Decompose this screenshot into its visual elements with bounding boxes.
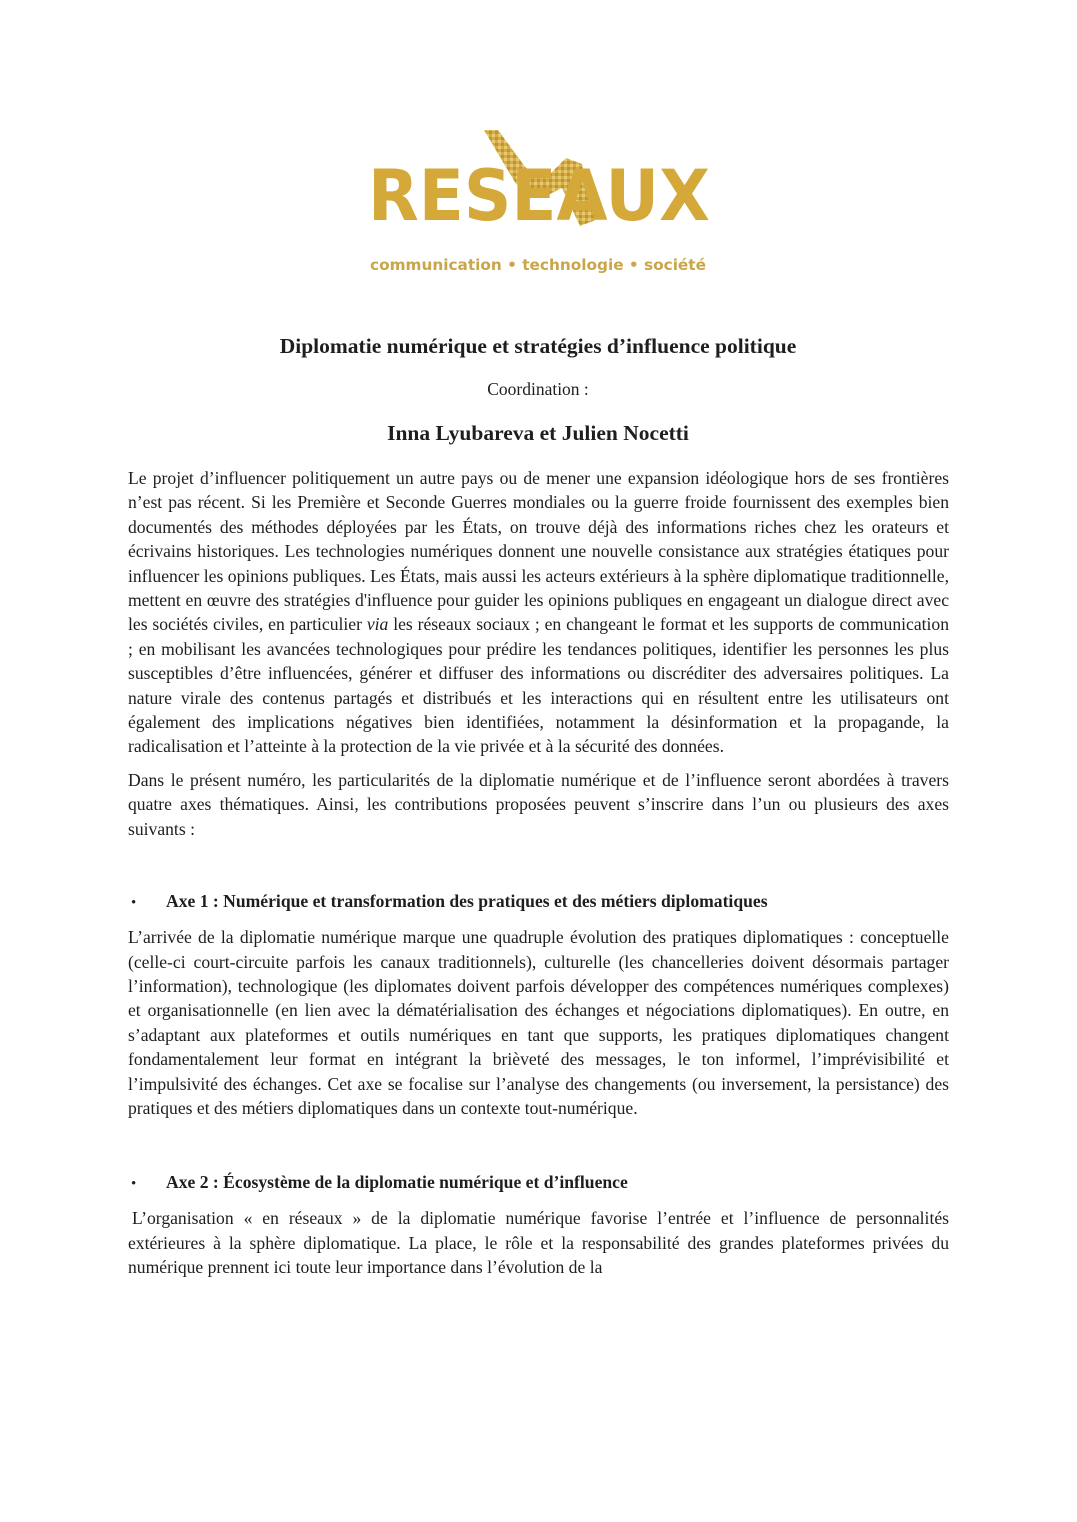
reseaux-logo xyxy=(366,128,712,278)
bullet-icon: • xyxy=(131,1176,137,1193)
document-body xyxy=(128,466,949,1280)
axis-2-title: Axe 2 : Écosystème de la diplomatie numérique et d’influence xyxy=(166,1172,628,1193)
axis-1-title: Axe 1 : Numérique et transformation des pratiques et des métiers diplomatiques xyxy=(166,891,768,912)
intro-text-part-1: Le projet d’influencer politiquement un autre pays ou de mener une expansion idéologique hors de ses frontières n’est pas récent. Si les Première et Seconde Guerres mondiales ou la guerre froide fournissent des exemples bien documentés des méthodes déployées par les États, on trouve déjà des informations riches chez les orateurs et écrivains historiques. Les technologies numériques donnent une nouvelle consistance aux stratégies étatiques pour influencer les opinions publiques. Les États, mais aussi les acteurs extérieurs à la sphère diplomatique traditionnelle, mettent en œuvre des stratégies d'influence pour guider les opinions publiques en engageant un dialogue direct avec les sociétés civiles, en particulier xyxy=(128,468,949,635)
coordination-label: Coordination : xyxy=(487,379,589,399)
reseaux-logo-graphic xyxy=(366,128,712,278)
axis-1-body: L’arrivée de la diplomatie numérique marque une quadruple évolution des pratiques diplomatiques : conceptuelle (celle-ci court-circuite parfois les canaux traditionnels), culturelle (les chancelleries doivent désormais partager l’information), technologique (les diplomates doivent parfois développer des compétences numériques complexes) et organisationnelle (en lien avec la dématérialisation des échanges et négociations diplomatiques). En outre, en s’adaptant aux plateformes et outils numériques en tant que supports, les pratiques diplomatiques changent fondamentalement leur format en intégrant la brièveté des messages, le ton informel, l’imprévisibilité et l’impulsivité des échanges. Cet axe se focalise sur l’analyse des changements (ou inversement, la persistance) des pratiques et des métiers diplomatiques dans un contexte tout-numérique. xyxy=(128,927,949,1118)
document-title: Diplomatie numérique et stratégies d’influence politique xyxy=(279,334,797,358)
intro-italic-via: via xyxy=(366,614,389,635)
logo-wordmark: RESEAUX xyxy=(368,155,710,237)
bullet-icon: • xyxy=(131,895,137,912)
axis-1-heading xyxy=(128,889,949,915)
authors: Inna Lyubareva et Julien Nocetti xyxy=(387,421,689,445)
axis-2-body: L’organisation « en réseaux » de la diplomatie numérique favorise l’entrée et l’influence de personnalités extérieures à la sphère diplomatique. La place, le rôle et la responsabilité des grandes plateformes privées du numérique prennent ici toute leur importance dans l’évolution de la xyxy=(128,1208,949,1278)
intro-text-part-2: les réseaux sociaux ; en changeant le format et les supports de communication ; en mobilisant les avancées technologiques pour prédire les tendances politiques, identifier les personnes les plus susceptibles d’être influencées, générer et diffuser des informations ou discréditer des adversaires politiques. La nature virale des contenus partagés et distribués et les interactions qui en résultent entre les utilisateurs ont également des implications négatives bien identifiées, notamment la désinformation et la propagande, la radicalisation et l’atteinte à la protection de la vie privée et à la sécurité des données. xyxy=(128,614,950,757)
axes-intro-paragraph: Dans le présent numéro, les particularités de la diplomatie numérique et de l’influence seront abordées à travers quatre axes thématiques. Ainsi, les contributions proposées peuvent s’inscrire dans l’un ou plusieurs des axes suivants : xyxy=(128,769,949,839)
logo-tagline: communication • technologie • société xyxy=(370,256,706,274)
axis-2-heading xyxy=(128,1170,949,1196)
intro-paragraph xyxy=(128,466,949,759)
